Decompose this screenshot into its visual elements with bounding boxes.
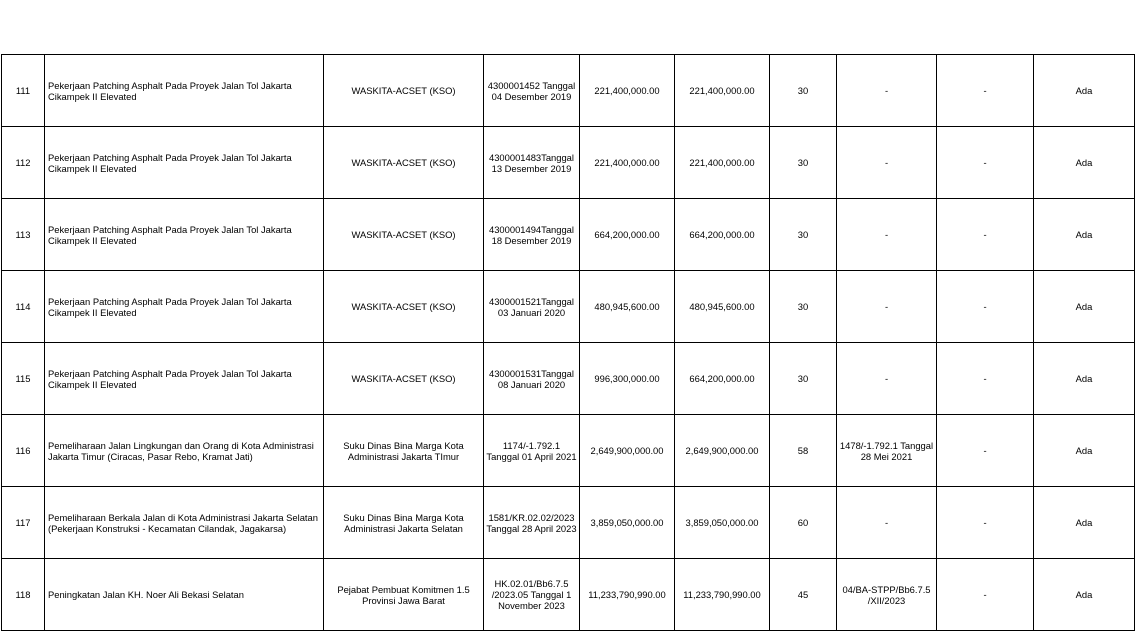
contract-value-cell: 664,200,000.00 [580,199,675,271]
contract-number-cell: 4300001531Tanggal 08 Januari 2020 [484,343,580,415]
job-name-cell: Pekerjaan Patching Asphalt Pada Proyek Jalan Tol Jakarta Cikampek II Elevated [45,271,324,343]
table-row [2,415,1135,487]
duration-cell: 30 [770,199,837,271]
handover-doc-cell: - [837,343,937,415]
job-name-cell: Pemeliharaan Berkala Jalan di Kota Administrasi Jakarta Selatan (Pekerjaan Konstruksi - Kecamatan Cilandak, Jagakarsa) [45,487,324,559]
contract-value-cell: 11,233,790,990.00 [580,559,675,631]
handover-doc-cell: 04/BA-STPP/Bb6.7.5 /XII/2023 [837,559,937,631]
note-cell: - [937,55,1034,127]
realized-value-cell: 221,400,000.00 [675,127,770,199]
status-cell: Ada [1034,415,1135,487]
status-cell: Ada [1034,55,1135,127]
handover-doc-cell: - [837,127,937,199]
realized-value-cell: 480,945,600.00 [675,271,770,343]
client-name-cell: WASKITA-ACSET (KSO) [324,55,484,127]
table-body [2,55,1135,631]
row-number-cell: 115 [2,343,45,415]
job-name-cell: Pekerjaan Patching Asphalt Pada Proyek Jalan Tol Jakarta Cikampek II Elevated [45,343,324,415]
status-cell: Ada [1034,487,1135,559]
contract-value-cell: 996,300,000.00 [580,343,675,415]
duration-cell: 30 [770,343,837,415]
contract-value-cell: 480,945,600.00 [580,271,675,343]
contract-value-cell: 3,859,050,000.00 [580,487,675,559]
contract-value-cell: 2,649,900,000.00 [580,415,675,487]
row-number-cell: 111 [2,55,45,127]
contract-number-cell: 1581/KR.02.02/2023 Tanggal 28 April 2023 [484,487,580,559]
table-row [2,127,1135,199]
status-cell: Ada [1034,199,1135,271]
realized-value-cell: 221,400,000.00 [675,55,770,127]
job-name-cell: Pekerjaan Patching Asphalt Pada Proyek Jalan Tol Jakarta Cikampek II Elevated [45,199,324,271]
duration-cell: 60 [770,487,837,559]
table-row [2,559,1135,631]
contract-number-cell: 4300001494Tanggal 18 Desember 2019 [484,199,580,271]
contract-number-cell: 4300001452 Tanggal 04 Desember 2019 [484,55,580,127]
row-number-cell: 112 [2,127,45,199]
status-cell: Ada [1034,271,1135,343]
row-number-cell: 117 [2,487,45,559]
note-cell: - [937,415,1034,487]
table-row [2,487,1135,559]
realized-value-cell: 11,233,790,990.00 [675,559,770,631]
table-row [2,55,1135,127]
contract-value-cell: 221,400,000.00 [580,127,675,199]
duration-cell: 30 [770,271,837,343]
status-cell: Ada [1034,559,1135,631]
row-number-cell: 113 [2,199,45,271]
realized-value-cell: 3,859,050,000.00 [675,487,770,559]
status-cell: Ada [1034,343,1135,415]
note-cell: - [937,199,1034,271]
row-number-cell: 118 [2,559,45,631]
contract-number-cell: HK.02.01/Bb6.7.5 /2023.05 Tanggal 1 November 2023 [484,559,580,631]
handover-doc-cell: 1478/-1.792.1 Tanggal 28 Mei 2021 [837,415,937,487]
note-cell: - [937,343,1034,415]
job-name-cell: Peningkatan Jalan KH. Noer Ali Bekasi Selatan [45,559,324,631]
job-name-cell: Pemeliharaan Jalan Lingkungan dan Orang di Kota Administrasi Jakarta Timur (Ciracas, Pasar Rebo, Kramat Jati) [45,415,324,487]
handover-doc-cell: - [837,487,937,559]
table-row [2,199,1135,271]
table-row [2,343,1135,415]
note-cell: - [937,559,1034,631]
row-number-cell: 116 [2,415,45,487]
handover-doc-cell: - [837,55,937,127]
duration-cell: 30 [770,127,837,199]
realized-value-cell: 664,200,000.00 [675,199,770,271]
handover-doc-cell: - [837,199,937,271]
contract-number-cell: 1174/-1.792.1 Tanggal 01 April 2021 [484,415,580,487]
status-cell: Ada [1034,127,1135,199]
contract-number-cell: 4300001483Tanggal 13 Desember 2019 [484,127,580,199]
duration-cell: 45 [770,559,837,631]
client-name-cell: WASKITA-ACSET (KSO) [324,199,484,271]
client-name-cell: WASKITA-ACSET (KSO) [324,343,484,415]
contract-value-cell: 221,400,000.00 [580,55,675,127]
realized-value-cell: 2,649,900,000.00 [675,415,770,487]
note-cell: - [937,127,1034,199]
duration-cell: 58 [770,415,837,487]
client-name-cell: Suku Dinas Bina Marga Kota Administrasi Jakarta TImur [324,415,484,487]
handover-doc-cell: - [837,271,937,343]
note-cell: - [937,487,1034,559]
row-number-cell: 114 [2,271,45,343]
client-name-cell: Suku Dinas Bina Marga Kota Administrasi Jakarta Selatan [324,487,484,559]
job-name-cell: Pekerjaan Patching Asphalt Pada Proyek Jalan Tol Jakarta Cikampek II Elevated [45,55,324,127]
project-table [1,54,1135,631]
contract-number-cell: 4300001521Tanggal 03 Januari 2020 [484,271,580,343]
realized-value-cell: 664,200,000.00 [675,343,770,415]
note-cell: - [937,271,1034,343]
duration-cell: 30 [770,55,837,127]
table-row [2,271,1135,343]
client-name-cell: WASKITA-ACSET (KSO) [324,271,484,343]
client-name-cell: Pejabat Pembuat Komitmen 1.5 Provinsi Jawa Barat [324,559,484,631]
job-name-cell: Pekerjaan Patching Asphalt Pada Proyek Jalan Tol Jakarta Cikampek II Elevated [45,127,324,199]
client-name-cell: WASKITA-ACSET (KSO) [324,127,484,199]
